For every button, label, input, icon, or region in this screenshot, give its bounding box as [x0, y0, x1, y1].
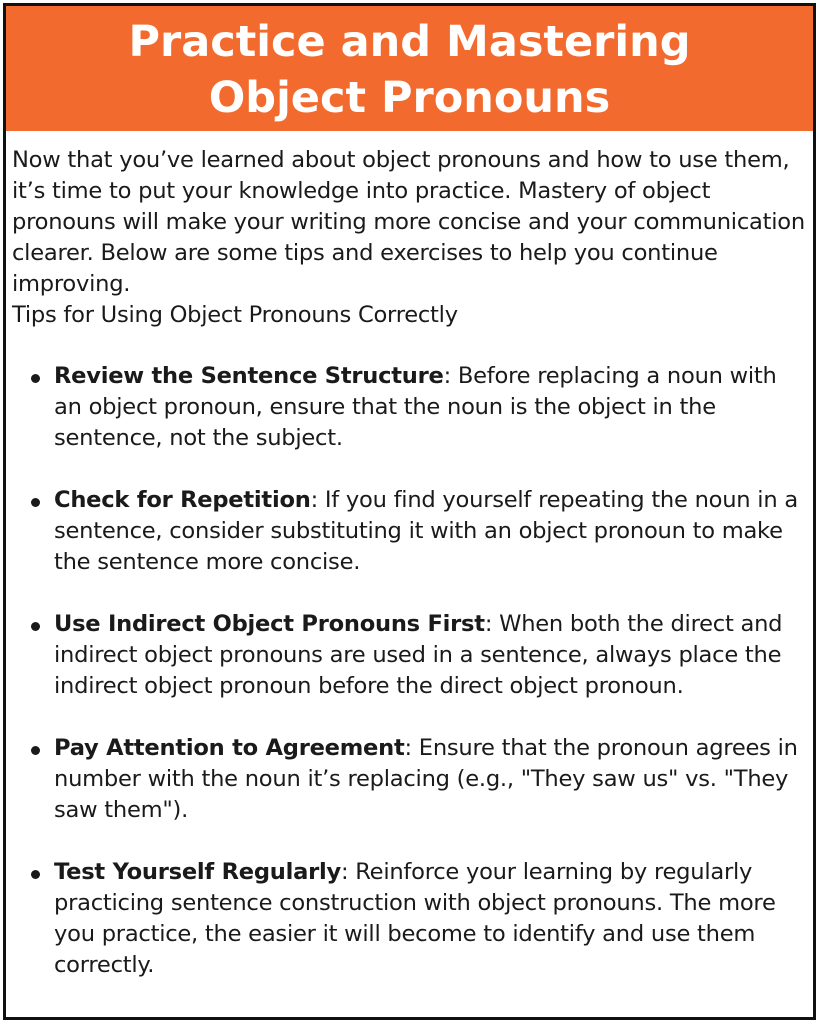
tip-text: : If you find yourself repeating the noun in a sentence, consider substituting it with an object pronoun to make the sentence more concise. — [54, 487, 798, 575]
tip-text: : Reinforce your learning by regularly practicing sentence construction with object pronouns. The more you practice, the easier it will become to identify and use them correctly. — [54, 859, 776, 978]
page-title-line-1: Practice and Mastering — [128, 16, 691, 67]
tip-item — [12, 857, 807, 981]
tips-list — [12, 361, 807, 981]
tip-item — [12, 609, 807, 702]
tip-title: Test Yourself Regularly — [54, 859, 341, 885]
bullet-icon — [31, 374, 40, 383]
tip-text: : Ensure that the pronoun agrees in number with the noun it’s replacing (e.g., "They saw us" vs. "They saw them"). — [54, 735, 798, 823]
page-title — [129, 12, 691, 126]
tip-item — [12, 733, 807, 826]
intro-paragraph: Now that you’ve learned about object pronouns and how to use them, it’s time to put your knowledge into practice. Mastery of object pronouns will make your writing more concise and your communication clearer. Below are some tips and exercises to help you continue improving. — [12, 147, 805, 297]
title-banner — [6, 6, 813, 131]
page-title-line-2: Object Pronouns — [208, 72, 611, 123]
bullet-icon — [31, 498, 40, 507]
document-frame — [3, 3, 816, 1020]
tip-text: : When both the direct and indirect object pronouns are used in a sentence, always place the indirect object pronoun before the direct object pronoun. — [54, 611, 783, 699]
tip-title: Check for Repetition — [54, 487, 311, 513]
tips-subheading: Tips for Using Object Pronouns Correctly — [12, 302, 458, 328]
content-body — [6, 131, 813, 981]
bullet-icon — [31, 622, 40, 631]
tip-item — [12, 485, 807, 578]
tip-item — [12, 361, 807, 454]
bullet-icon — [31, 746, 40, 755]
tip-title: Use Indirect Object Pronouns First — [54, 611, 485, 637]
tip-title: Pay Attention to Agreement — [54, 735, 405, 761]
tip-title: Review the Sentence Structure — [54, 363, 444, 389]
bullet-icon — [31, 870, 40, 879]
tip-text: : Before replacing a noun with an object pronoun, ensure that the noun is the object in the sentence, not the subject. — [54, 363, 777, 451]
